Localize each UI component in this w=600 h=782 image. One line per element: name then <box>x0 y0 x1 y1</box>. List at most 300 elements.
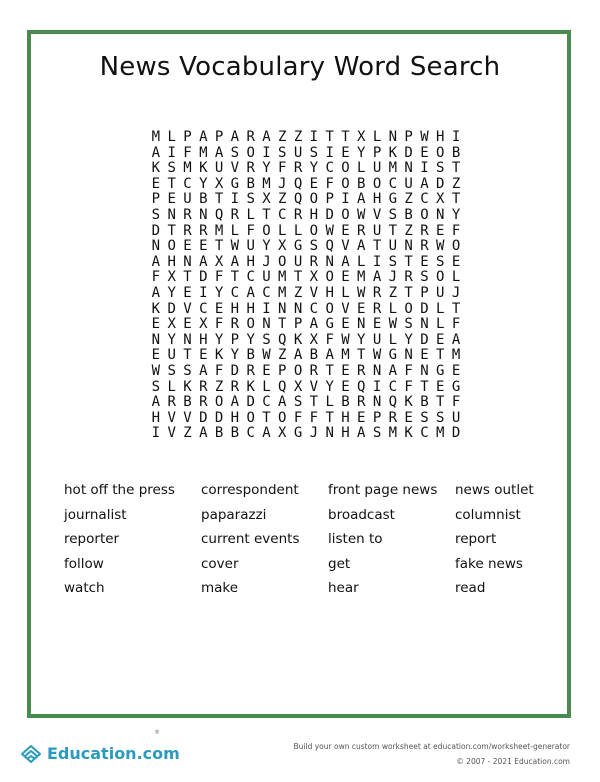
grid-letter: R <box>309 253 319 270</box>
grid-letter: U <box>293 144 303 161</box>
grid-letter: V <box>372 206 382 223</box>
grid-letter: W <box>420 129 429 145</box>
grid-letter: Z <box>404 222 413 239</box>
grid-letter: E <box>341 269 350 286</box>
grid-letter: I <box>451 129 461 145</box>
grid-letter: L <box>357 160 366 177</box>
grid-letter: P <box>151 191 161 208</box>
grid-letter: C <box>230 284 240 301</box>
grid-letter: U <box>388 238 398 255</box>
grid-letter: E <box>341 316 350 333</box>
grid-letter: L <box>167 378 176 395</box>
grid-letter: J <box>278 175 287 192</box>
grid-letter: I <box>151 425 161 442</box>
grid-letter: F <box>278 160 287 177</box>
grid-letter: C <box>420 425 429 442</box>
grid-letter: R <box>420 222 429 239</box>
grid-letter: S <box>262 331 271 348</box>
grid-letter: Q <box>278 331 287 348</box>
grid-letter: E <box>214 300 224 317</box>
grid-letter: B <box>309 347 319 364</box>
grid-letter: Z <box>278 191 287 208</box>
grid-letter: A <box>230 253 240 270</box>
grid-letter: L <box>357 253 366 270</box>
grid-letter: U <box>214 160 224 177</box>
grid-letter: N <box>404 160 413 177</box>
grid-letter: N <box>167 206 176 223</box>
grid-letter: R <box>230 378 240 395</box>
grid-letter: F <box>451 394 461 411</box>
word-item: hear <box>328 580 359 596</box>
grid-letter: E <box>151 316 161 333</box>
grid-letter: A <box>151 144 161 161</box>
grid-letter: F <box>246 222 255 239</box>
grid-letter: O <box>246 316 255 333</box>
grid-letter: Y <box>167 331 176 348</box>
grid-letter: T <box>325 129 334 145</box>
grid-letter: T <box>325 409 334 426</box>
grid-letter: R <box>183 222 192 239</box>
grid-letter: O <box>214 394 224 411</box>
grid-letter: L <box>388 300 398 317</box>
registered-mark: ® <box>154 729 160 736</box>
grid-letter: D <box>420 300 429 317</box>
grid-row <box>148 130 464 146</box>
grid-letter: V <box>183 409 192 426</box>
grid-row <box>148 208 464 224</box>
grid-letter: N <box>325 425 334 442</box>
grid-letter: M <box>199 144 208 161</box>
grid-letter: Q <box>278 378 287 395</box>
grid-letter: Q <box>357 378 366 395</box>
grid-letter: R <box>199 222 208 239</box>
grid-letter: R <box>293 160 303 177</box>
grid-letter: I <box>167 144 176 161</box>
grid-letter: N <box>388 129 398 145</box>
grid-letter: Y <box>199 175 208 192</box>
grid-letter: U <box>262 269 271 286</box>
grid-letter: U <box>167 347 176 364</box>
grid-letter: U <box>372 331 382 348</box>
grid-letter: Y <box>230 347 240 364</box>
grid-letter: Y <box>309 160 319 177</box>
education-logo-icon <box>18 740 44 766</box>
grid-letter: H <box>436 129 445 145</box>
grid-letter: X <box>309 331 319 348</box>
grid-letter: S <box>293 394 303 411</box>
grid-letter: H <box>246 253 255 270</box>
grid-letter: O <box>293 362 303 379</box>
grid-letter: B <box>420 394 429 411</box>
grid-row <box>148 161 464 177</box>
grid-letter: E <box>309 175 319 192</box>
grid-row <box>148 411 464 427</box>
grid-letter: R <box>404 269 413 286</box>
grid-letter: Z <box>451 175 461 192</box>
grid-letter: A <box>230 394 240 411</box>
grid-letter: L <box>325 394 334 411</box>
grid-letter: T <box>278 316 287 333</box>
grid-letter: W <box>341 331 350 348</box>
grid-letter: H <box>309 206 319 223</box>
grid-letter: T <box>262 206 271 223</box>
grid-letter: T <box>293 269 303 286</box>
grid-letter: A <box>309 316 319 333</box>
grid-letter: E <box>357 300 366 317</box>
grid-row <box>148 146 464 162</box>
grid-letter: T <box>451 300 461 317</box>
grid-letter: H <box>372 191 382 208</box>
grid-letter: N <box>325 253 334 270</box>
grid-letter: Y <box>246 331 255 348</box>
grid-letter: K <box>151 300 161 317</box>
grid-letter: P <box>372 144 382 161</box>
word-item: report <box>455 531 497 547</box>
grid-letter: Z <box>214 378 224 395</box>
grid-letter: F <box>214 269 224 286</box>
grid-letter: M <box>341 347 350 364</box>
grid-letter: A <box>357 191 366 208</box>
grid-letter: F <box>451 222 461 239</box>
grid-letter: U <box>246 238 255 255</box>
grid-letter: O <box>404 300 413 317</box>
grid-letter: G <box>230 175 240 192</box>
grid-letter: T <box>436 394 445 411</box>
grid-letter: I <box>199 284 208 301</box>
word-item: columnist <box>455 506 521 523</box>
grid-letter: U <box>372 160 382 177</box>
word-item: follow <box>64 555 104 572</box>
grid-letter: G <box>451 378 461 395</box>
grid-letter: R <box>230 316 240 333</box>
grid-letter: V <box>341 238 350 255</box>
grid-letter: S <box>151 206 161 223</box>
grid-letter: R <box>246 129 255 145</box>
grid-letter: F <box>293 409 303 426</box>
grid-letter: C <box>420 191 429 208</box>
grid-letter: S <box>183 362 192 379</box>
grid-letter: F <box>451 316 461 333</box>
grid-row <box>148 192 464 208</box>
grid-letter: D <box>199 409 208 426</box>
grid-letter: C <box>262 284 271 301</box>
grid-letter: W <box>151 362 161 379</box>
grid-letter: A <box>214 144 224 161</box>
education-logo[interactable] <box>18 740 180 766</box>
grid-letter: V <box>230 160 240 177</box>
grid-letter: I <box>230 191 240 208</box>
grid-letter: X <box>309 269 319 286</box>
grid-letter: O <box>309 222 319 239</box>
grid-letter: S <box>436 160 445 177</box>
build-worksheet-text: Build your own custom worksheet at education.com/worksheet-generator <box>293 742 570 751</box>
grid-letter: L <box>436 300 445 317</box>
grid-letter: O <box>246 144 255 161</box>
grid-letter: O <box>341 206 350 223</box>
grid-letter: S <box>309 238 319 255</box>
grid-letter: I <box>372 378 382 395</box>
grid-letter: E <box>451 362 461 379</box>
grid-letter: Z <box>183 425 192 442</box>
word-item: current events <box>201 531 300 547</box>
grid-letter: T <box>214 238 224 255</box>
grid-letter: W <box>372 347 382 364</box>
grid-letter: O <box>341 175 350 192</box>
grid-letter: P <box>420 284 429 301</box>
grid-letter: L <box>167 129 176 145</box>
grid-letter: Y <box>357 331 366 348</box>
grid-letter: O <box>436 144 445 161</box>
grid-letter: S <box>167 160 176 177</box>
grid-letter: Q <box>293 191 303 208</box>
grid-letter: S <box>436 253 445 270</box>
grid-letter: R <box>357 394 366 411</box>
grid-letter: N <box>404 238 413 255</box>
grid-letter: E <box>199 238 208 255</box>
grid-letter: T <box>167 175 176 192</box>
word-item: hot off the press <box>64 482 175 498</box>
grid-letter: L <box>436 316 445 333</box>
grid-letter: O <box>451 238 461 255</box>
grid-letter: O <box>372 175 382 192</box>
grid-letter: N <box>404 347 413 364</box>
grid-letter: X <box>167 269 176 286</box>
grid-letter: N <box>357 316 366 333</box>
grid-letter: E <box>341 378 350 395</box>
grid-row <box>148 333 464 349</box>
grid-letter: A <box>357 238 366 255</box>
grid-letter: T <box>230 269 240 286</box>
grid-letter: E <box>199 347 208 364</box>
grid-letter: O <box>325 300 334 317</box>
grid-letter: F <box>214 316 224 333</box>
grid-letter: M <box>278 284 287 301</box>
grid-letter: W <box>388 316 398 333</box>
grid-letter: F <box>404 362 413 379</box>
grid-letter: I <box>325 144 334 161</box>
grid-letter: T <box>404 284 413 301</box>
grid-letter: Y <box>262 160 271 177</box>
grid-letter: C <box>278 206 287 223</box>
grid-letter: C <box>246 425 255 442</box>
grid-letter: K <box>388 144 398 161</box>
word-item: paparazzi <box>201 506 267 523</box>
grid-letter: Y <box>214 331 224 348</box>
grid-letter: E <box>420 347 429 364</box>
grid-letter: B <box>341 394 350 411</box>
grid-letter: X <box>167 316 176 333</box>
grid-letter: F <box>325 175 334 192</box>
grid-letter: O <box>278 409 287 426</box>
grid-letter: R <box>167 394 176 411</box>
grid-letter: G <box>388 191 398 208</box>
grid-letter: G <box>325 316 334 333</box>
grid-letter: A <box>199 425 208 442</box>
grid-letter: Q <box>293 175 303 192</box>
grid-letter: A <box>151 284 161 301</box>
grid-letter: P <box>230 331 240 348</box>
grid-letter: L <box>451 269 461 286</box>
grid-letter: Z <box>388 284 398 301</box>
grid-letter: N <box>151 331 161 348</box>
grid-letter: G <box>388 347 398 364</box>
grid-letter: D <box>420 331 429 348</box>
word-row <box>64 507 564 532</box>
grid-letter: O <box>262 222 271 239</box>
word-row <box>64 531 564 556</box>
word-item: watch <box>64 580 105 596</box>
grid-letter: F <box>214 362 224 379</box>
grid-letter: W <box>262 347 271 364</box>
grid-letter: K <box>214 347 224 364</box>
grid-letter: F <box>404 378 413 395</box>
grid-letter: V <box>309 378 319 395</box>
grid-row <box>148 239 464 255</box>
grid-letter: B <box>451 144 461 161</box>
grid-letter: X <box>278 425 287 442</box>
grid-letter: L <box>293 222 303 239</box>
grid-letter: I <box>262 144 271 161</box>
grid-letter: D <box>404 144 413 161</box>
word-item: fake news <box>455 555 523 572</box>
grid-letter: G <box>293 425 303 442</box>
grid-letter: R <box>199 378 208 395</box>
grid-letter: C <box>262 394 271 411</box>
grid-letter: M <box>262 175 271 192</box>
word-row <box>64 482 564 507</box>
grid-letter: V <box>341 300 350 317</box>
grid-letter: E <box>183 284 192 301</box>
grid-letter: I <box>309 129 319 145</box>
grid-letter: M <box>388 160 398 177</box>
grid-letter: O <box>325 269 334 286</box>
grid-letter: Y <box>167 284 176 301</box>
grid-letter: P <box>278 362 287 379</box>
word-row <box>64 580 564 605</box>
grid-letter: S <box>309 144 319 161</box>
grid-letter: E <box>420 144 429 161</box>
grid-row <box>148 380 464 396</box>
grid-letter: S <box>420 409 429 426</box>
grid-letter: B <box>246 347 255 364</box>
grid-letter: B <box>357 175 366 192</box>
grid-letter: W <box>325 222 334 239</box>
grid-letter: R <box>199 394 208 411</box>
grid-letter: H <box>325 284 334 301</box>
grid-letter: N <box>199 206 208 223</box>
grid-letter: S <box>388 253 398 270</box>
grid-letter: E <box>420 253 429 270</box>
grid-letter: K <box>404 425 413 442</box>
grid-letter: C <box>309 300 319 317</box>
grid-letter: E <box>151 347 161 364</box>
grid-letter: U <box>404 175 413 192</box>
grid-letter: A <box>151 253 161 270</box>
grid-letter: T <box>357 347 366 364</box>
grid-letter: F <box>309 409 319 426</box>
grid-row <box>148 364 464 380</box>
grid-row <box>148 348 464 364</box>
grid-letter: A <box>420 175 429 192</box>
grid-letter: N <box>278 300 287 317</box>
grid-row <box>148 255 464 271</box>
word-item: cover <box>201 555 239 572</box>
grid-letter: S <box>372 425 382 442</box>
grid-letter: H <box>230 300 240 317</box>
grid-letter: V <box>309 284 319 301</box>
grid-row <box>148 177 464 193</box>
grid-row <box>148 224 464 240</box>
grid-letter: E <box>341 362 350 379</box>
grid-letter: D <box>451 425 461 442</box>
grid-letter: Y <box>325 378 334 395</box>
grid-letter: C <box>388 175 398 192</box>
grid-letter: D <box>436 175 445 192</box>
grid-letter: T <box>325 362 334 379</box>
grid-letter: N <box>436 206 445 223</box>
word-item: news outlet <box>455 482 534 498</box>
grid-letter: S <box>230 144 240 161</box>
grid-letter: U <box>293 253 303 270</box>
grid-letter: A <box>199 129 208 145</box>
grid-letter: Q <box>388 394 398 411</box>
grid-letter: R <box>183 206 192 223</box>
grid-letter: K <box>246 378 255 395</box>
grid-letter: N <box>372 362 382 379</box>
grid-letter: Q <box>325 238 334 255</box>
grid-letter: X <box>436 191 445 208</box>
grid-row <box>148 395 464 411</box>
grid-letter: F <box>151 269 161 286</box>
grid-letter: N <box>420 316 429 333</box>
grid-letter: G <box>293 238 303 255</box>
grid-letter: B <box>199 191 208 208</box>
grid-letter: V <box>167 425 176 442</box>
grid-letter: K <box>293 331 303 348</box>
grid-row <box>148 270 464 286</box>
grid-letter: E <box>436 331 445 348</box>
grid-letter: M <box>388 425 398 442</box>
grid-letter: L <box>372 129 382 145</box>
grid-letter: B <box>214 425 224 442</box>
grid-letter: A <box>341 253 350 270</box>
grid-letter: A <box>372 269 382 286</box>
word-item: journalist <box>64 506 127 523</box>
grid-row <box>148 286 464 302</box>
grid-letter: S <box>246 191 255 208</box>
grid-letter: S <box>436 409 445 426</box>
grid-letter: D <box>230 362 240 379</box>
grid-letter: B <box>404 206 413 223</box>
word-item: make <box>201 580 239 596</box>
grid-letter: T <box>436 347 445 364</box>
grid-letter: Y <box>214 284 224 301</box>
grid-letter: H <box>199 331 208 348</box>
grid-letter: O <box>278 253 287 270</box>
grid-letter: N <box>183 253 192 270</box>
grid-letter: L <box>388 331 398 348</box>
grid-letter: T <box>451 160 461 177</box>
grid-letter: U <box>451 409 461 426</box>
word-row <box>64 556 564 581</box>
grid-letter: H <box>341 409 350 426</box>
grid-letter: A <box>325 347 334 364</box>
grid-letter: J <box>451 284 461 301</box>
grid-letter: R <box>293 206 303 223</box>
grid-letter: E <box>341 222 350 239</box>
grid-letter: T <box>372 238 382 255</box>
grid-letter: L <box>341 284 350 301</box>
